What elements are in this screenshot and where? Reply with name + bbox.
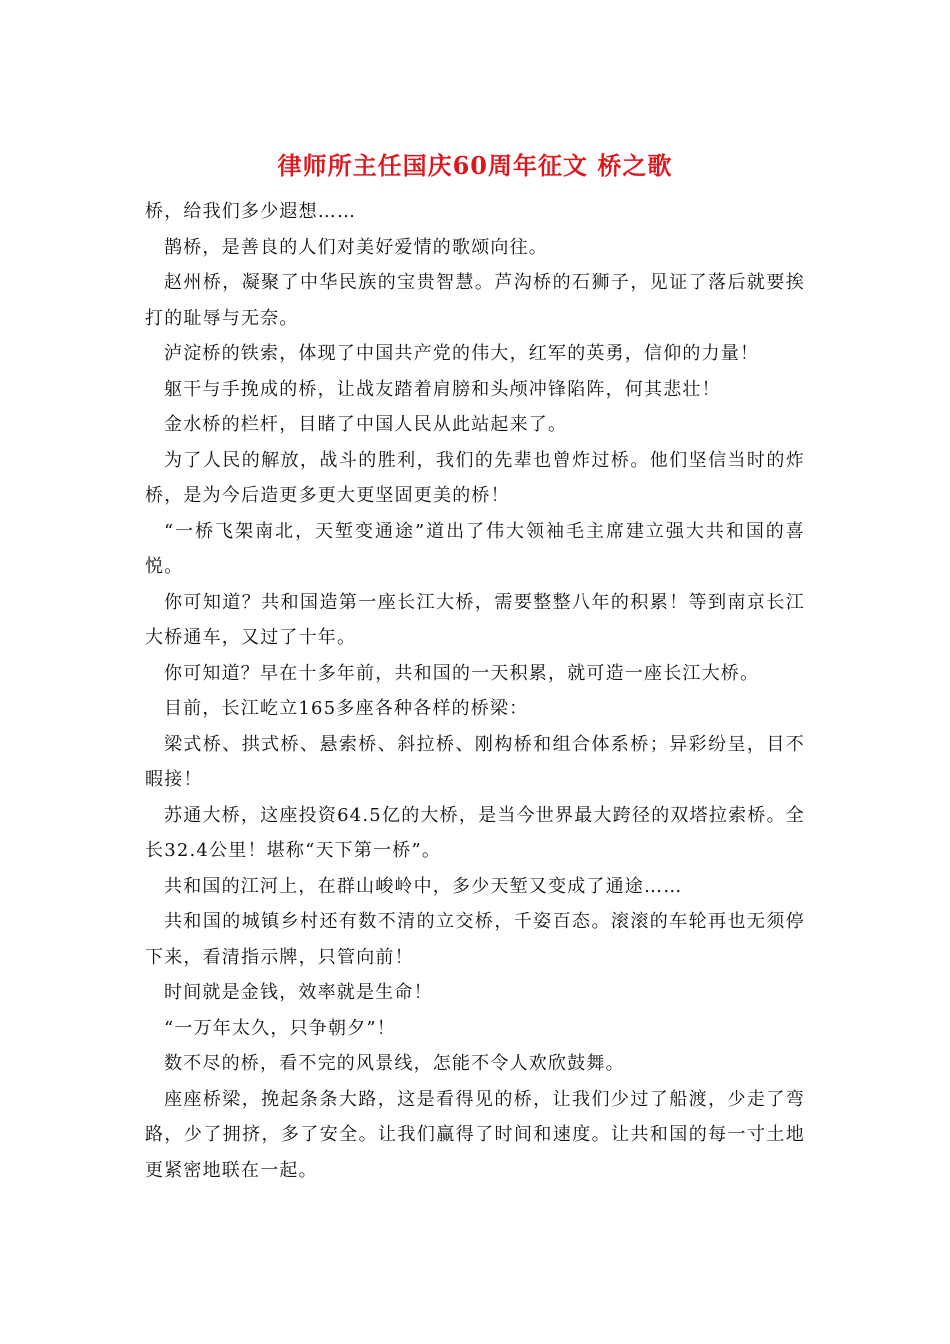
paragraph: 你可知道？早在十多年前，共和国的一天积累，就可造一座长江大桥。: [164, 662, 760, 684]
paragraph: 为了人民的解放，战斗的胜利，我们的先辈也曾炸过桥。他们坚信当时的炸桥，是为今后造更多更大更坚固更美的桥！: [145, 449, 805, 506]
paragraph: 梁式桥、拱式桥、悬索桥、斜拉桥、刚构桥和组合体系桥；异彩纷呈，目不暇接！: [145, 733, 805, 790]
paragraph: 泸淀桥的铁索，体现了中国共产党的伟大，红军的英勇，信仰的力量！: [164, 343, 760, 364]
paragraph: “一万年太久，只争朝夕”！: [164, 1017, 397, 1039]
paragraph: 数不尽的桥，看不完的风景线，怎能不令人欢欣鼓舞。: [164, 1053, 625, 1074]
paragraph: 座座桥梁，挽起条条大路，这是看得见的桥，让我们少过了船渡，少走了弯路，少了拥挤，多了安全。让我们赢得了时间和速度。让共和国的每一寸土地更紧密地联在一起。: [145, 1088, 805, 1181]
paragraph: 苏通大桥，这座投资64.5亿的大桥，是当今世界最大跨径的双塔拉索桥。全长32.4公里！堪称“天下第一桥”。: [145, 804, 805, 861]
document-body: [145, 194, 805, 1188]
paragraph: 共和国的江河上，在群山峻岭中，多少天堑又变成了通途……: [164, 875, 683, 897]
page-title: 律师所主任国庆60周年征文 桥之歌: [277, 151, 673, 180]
paragraph: 时间就是金钱，效率就是生命！: [164, 982, 433, 1003]
paragraph: 目前，长江屹立165多座各种各样的桥梁：: [164, 698, 529, 719]
paragraph: “一桥飞架南北，天堑变通途”道出了伟大领袖毛主席建立强大共和国的喜悦。: [145, 520, 805, 577]
paragraph: 躯干与手挽成的桥，让战友踏着肩膀和头颅冲锋陷阵，何其悲壮！: [164, 378, 721, 400]
paragraph: 你可知道？共和国造第一座长江大桥，需要整整八年的积累！等到南京长江大桥通车，又过了十年。: [145, 591, 805, 648]
paragraph: 鹊桥，是善良的人们对美好爱情的歌颂向往。: [164, 236, 548, 258]
paragraph: 金水桥的栏杆，目睹了中国人民从此站起来了。: [164, 414, 568, 435]
paragraph: 共和国的城镇乡村还有数不清的立交桥，千姿百态。滚滚的车轮再也无须停下来，看清指示牌，只管向前！: [145, 911, 805, 968]
paragraph: 桥，给我们多少遐想……: [145, 201, 357, 222]
paragraph: 赵州桥，凝聚了中华民族的宝贵智慧。芦沟桥的石狮子，见证了落后就要挨打的耻辱与无奈。: [145, 272, 805, 329]
